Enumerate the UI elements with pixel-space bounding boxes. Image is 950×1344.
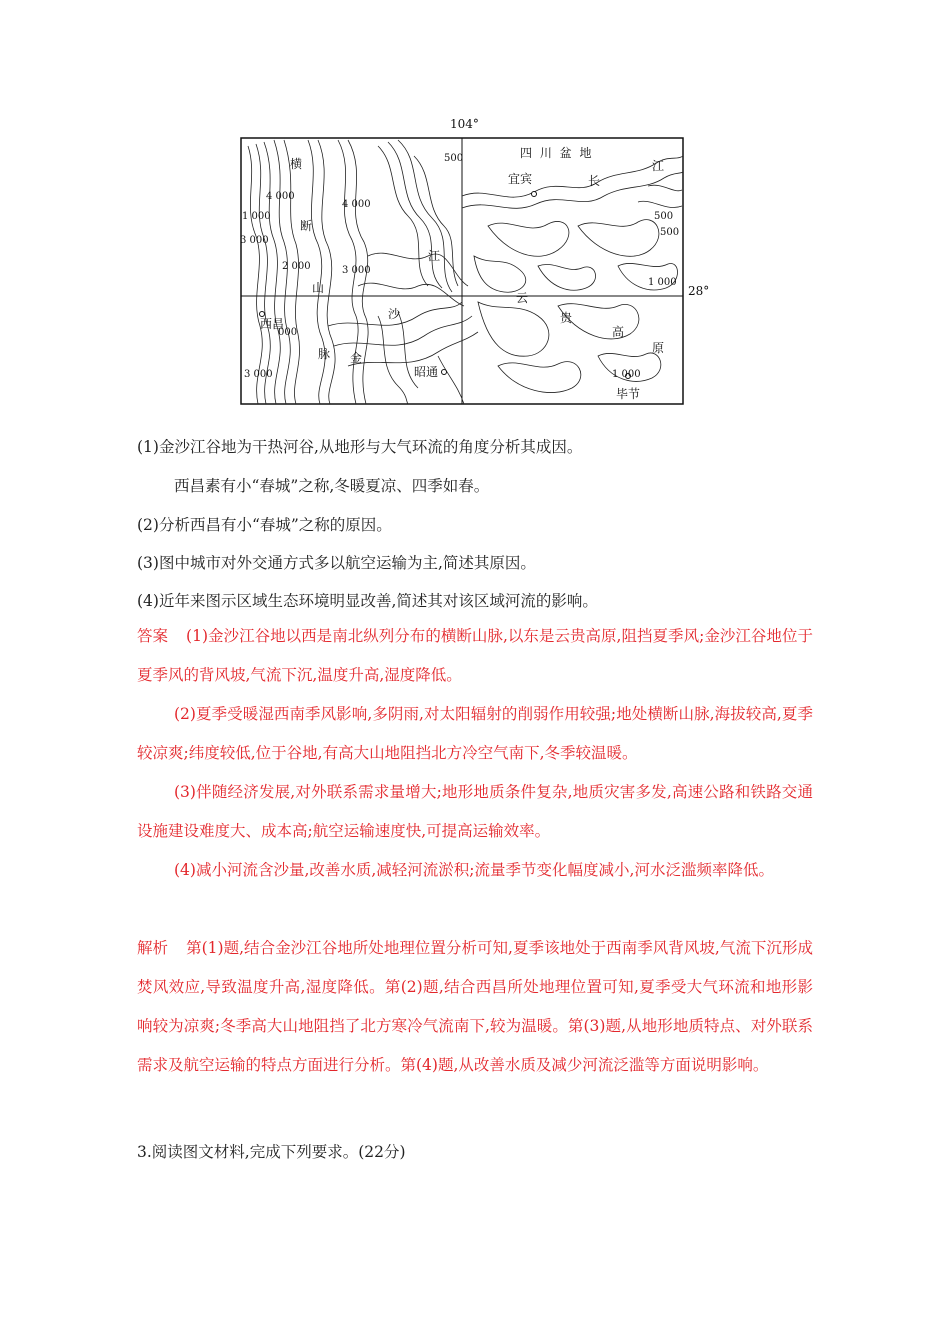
yuan-label: 原 [652,341,665,355]
yibin-label: 宜宾 [508,172,533,186]
analysis-label: 解析 [137,939,169,957]
contour-1000-label: 1 000 [242,211,271,222]
chang-label: 长 [588,174,601,188]
xichang-label: 西昌 [260,317,285,331]
jin-label: 金 [350,351,363,365]
yun-label: 云 [516,291,529,305]
yibin-marker [532,192,537,197]
bijie-label: 毕节 [616,387,641,401]
answer-3: (3)伴随经济发展,对外联系需求量增大;地形地质条件复杂,地质灾害多发,高速公路和铁路交通设施建设难度大、成本高;航空运输速度快,可提高运输效率。 [137,783,813,840]
contour-4000-label: 4 000 [266,191,295,202]
question-2: (2)分析西昌有小“春城”之称的原因。 [137,516,392,534]
heng-label: 横 [290,157,303,171]
xichang-marker [260,312,265,317]
next-question: 3.阅读图文材料,完成下列要求。(22分) [137,1143,406,1161]
contour-3000-label: 3 000 [342,265,371,276]
contour-500-label: 500 [654,211,674,222]
zhaotong-marker [442,370,447,375]
gui-label: 贵 [560,311,573,325]
answer-1 [137,617,813,695]
shan-label: 山 [312,281,325,295]
mai-label: 脉 [318,347,331,361]
contour-2000-label: 2 000 [282,261,311,272]
latitude-label: 28° [688,284,710,298]
duan-label: 断 [300,219,313,233]
answer-label: 答案 [137,627,169,645]
contour-3000-label: 3 000 [240,235,269,246]
topographic-map [238,116,710,408]
jiang-label: 江 [652,159,665,173]
question-intro: 西昌素有小“春城”之称,冬暖夏凉、四季如春。 [174,477,490,495]
contour-500-label: 500 [444,153,464,164]
contour-1000-label: 1 000 [648,277,677,288]
contour-500-label: 500 [660,227,680,238]
question-1: (1)金沙江谷地为干热河谷,从地形与大气环流的角度分析其成因。 [137,438,583,456]
answer-2: (2)夏季受暖湿西南季风影响,多阴雨,对太阳辐射的削弱作用较强;地处横断山脉,海拔较高,夏季较凉爽;纬度较低,位于谷地,有高大山地阻挡北方冷空气南下,冬季较温暖。 [137,705,813,762]
question-3: (3)图中城市对外交通方式多以航空运输为主,简述其原因。 [137,554,536,572]
analysis-text: 第(1)题,结合金沙江谷地所处地理位置分析可知,夏季该地处于西南季风背风坡,气流下沉形成焚风效应,导致温度升高,湿度降低。第(2)题,结合西昌所处地理位置可知,夏季受大气环流和地形影响较为凉爽;冬季高大山地阻挡了北方寒冷气流南下,较为温暖。第(3)题,从地形地质特点、对外联系需求及航空运输的特点方面进行分析。第(4)题,从改善水质及减少河流泛滥等方面说明影响。 [137,939,813,1074]
gao-label: 高 [612,325,625,339]
contour-4000-label: 4 000 [342,199,371,210]
contour-3000-label: 3 000 [244,369,273,380]
sha-label: 沙 [388,307,401,321]
answer-4: (4)减小河流含沙量,改善水质,减轻河流淤积;流量季节变化幅度减小,河水泛滥频率降低。 [174,861,774,879]
jiang2-label: 江 [428,249,441,263]
sichuan-basin-label: 四 川 盆 地 [520,146,594,160]
answer-1-text: (1)金沙江谷地以西是南北纵列分布的横断山脉,以东是云贵高原,阻挡夏季风;金沙江谷地位于夏季风的背风坡,气流下沉,温度升高,湿度降低。 [137,627,813,684]
contour-1000-label: 1 000 [612,369,641,380]
zhaotong-label: 昭通 [414,365,439,379]
longitude-label: 104° [450,117,479,131]
question-4: (4)近年来图示区域生态环境明显改善,简述其对该区域河流的影响。 [137,592,598,610]
analysis [137,929,813,1085]
contour-000-label: 000 [278,327,298,338]
